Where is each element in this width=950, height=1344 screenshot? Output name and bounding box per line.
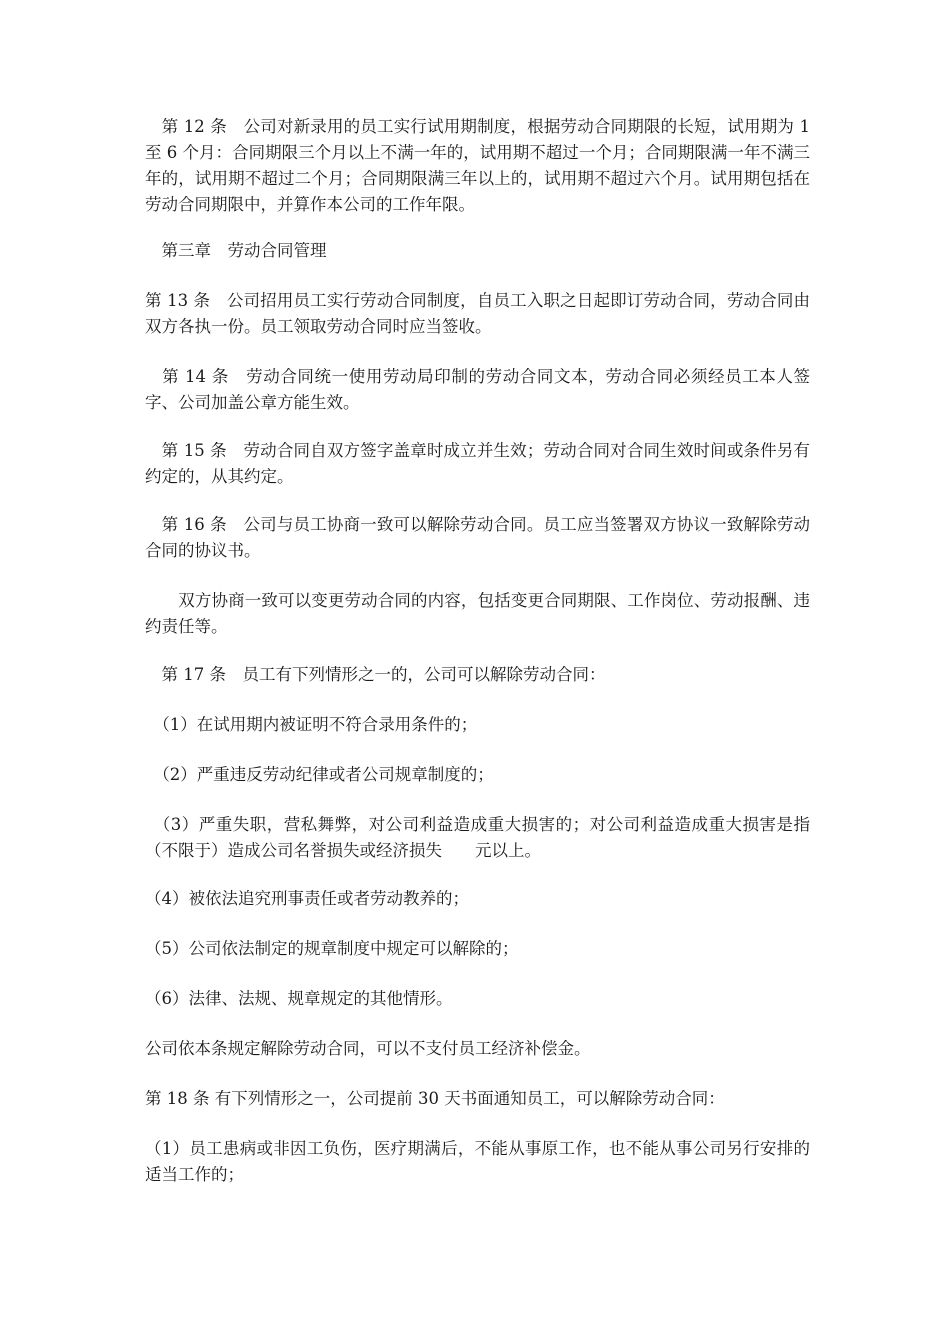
article-17-item-5: （5）公司依法制定的规章制度中规定可以解除的； [145,939,519,958]
chapter-3-heading: 第三章 劳动合同管理 [145,241,327,260]
article-15-paragraph: 第 15 条 劳动合同自双方签字盖章时成立并生效；劳动合同对合同生效时间或条件另有约定的，从其约定。 [145,441,810,486]
article-18-paragraph: 第 18 条 有下列情形之一，公司提前 30 天书面通知员工，可以解除劳动合同： [145,1089,725,1108]
article-17-note: 公司依本条规定解除劳动合同，可以不支付员工经济补偿金。 [145,1039,591,1058]
article-14-paragraph: 第 14 条 劳动合同统一使用劳动局印制的劳动合同文本，劳动合同必须经员工本人签字、公司加盖公章方能生效。 [145,367,810,412]
article-12-paragraph: 第 12 条 公司对新录用的员工实行试用期制度，根据劳动合同期限的长短，试用期为 1 至 6 个月：合同期限三个月以上不满一年的，试用期不超过一个月；合同期限满一年不满三年的，试用期不超过二个月；合同期限满三年以上的，试用期不超过六个月。试用期包括在劳动合同期限中，并算作本公司的工作年限。 [145,117,810,214]
article-17-paragraph: 第 17 条 员工有下列情形之一的，公司可以解除劳动合同： [145,665,606,684]
article-17-item-3: （3）严重失职，营私舞弊，对公司利益造成重大损害的；对公司利益造成重大损害是指（不限于）造成公司名誉损失或经济损失 元以上。 [145,815,810,860]
article-16-continuation: 双方协商一致可以变更劳动合同的内容，包括变更合同期限、工作岗位、劳动报酬、违约责任等。 [145,591,810,636]
article-17-item-4: （4）被依法追究刑事责任或者劳动教养的； [145,889,469,908]
article-17-item-2: （2）严重违反劳动纪律或者公司规章制度的； [145,765,494,784]
article-17-item-1: （1）在试用期内被证明不符合录用条件的； [145,715,478,734]
article-18-item-1: （1）员工患病或非因工负伤，医疗期满后，不能从事原工作，也不能从事公司另行安排的适当工作的； [145,1139,810,1184]
article-13-paragraph: 第 13 条 公司招用员工实行劳动合同制度，自员工入职之日起即订劳动合同，劳动合同由双方各执一份。员工领取劳动合同时应当签收。 [145,291,810,336]
article-16-paragraph: 第 16 条 公司与员工协商一致可以解除劳动合同。员工应当签署双方协议一致解除劳动合同的协议书。 [145,515,810,560]
article-17-item-6: （6）法律、法规、规章规定的其他情形。 [145,989,453,1008]
